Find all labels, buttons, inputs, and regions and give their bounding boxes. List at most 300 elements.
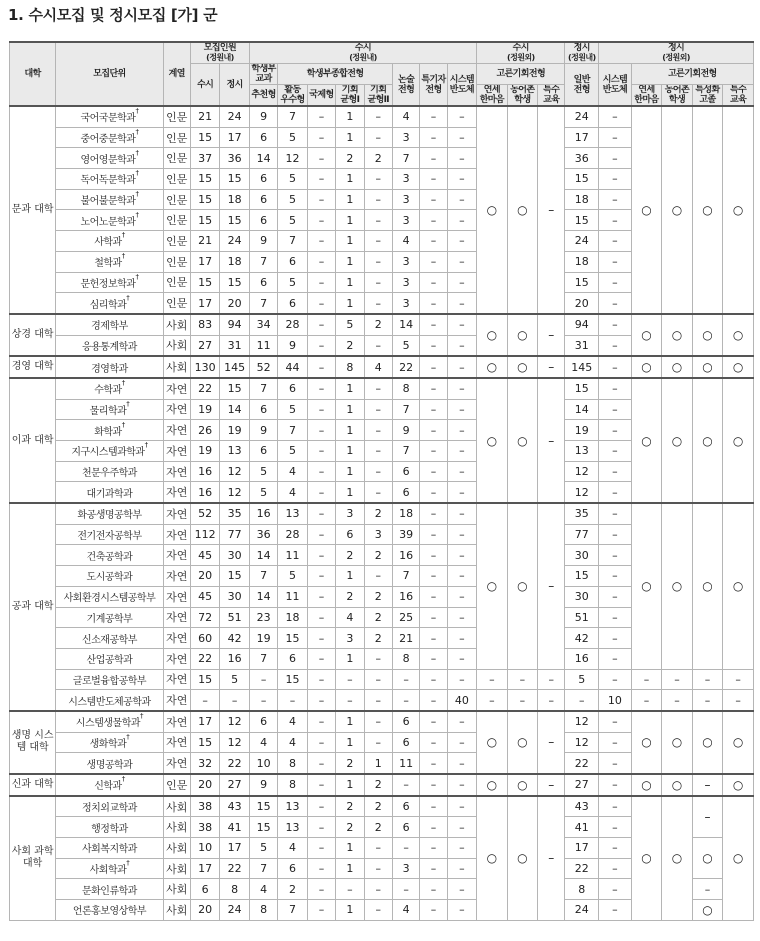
- general-cell: 16: [565, 648, 599, 669]
- value-cell: 36: [220, 148, 249, 169]
- value-cell: 5: [220, 669, 249, 690]
- value-cell: 7: [392, 566, 419, 587]
- susi-equal-opp-cell: ○: [477, 314, 508, 356]
- admissions-table: [9, 41, 754, 921]
- sysbio2-cell: –: [599, 900, 632, 921]
- dagger-mark: †: [135, 148, 139, 157]
- dept-cell: [56, 169, 163, 190]
- value-cell: –: [364, 399, 392, 420]
- dept-name: 수학과: [94, 385, 122, 397]
- value-cell: –: [364, 127, 392, 148]
- value-cell: 14: [220, 399, 249, 420]
- value-cell: –: [307, 272, 335, 293]
- value-cell: –: [420, 796, 447, 817]
- value-cell: 6: [249, 272, 277, 293]
- track-cell: 인문: [163, 293, 190, 314]
- value-cell: –: [364, 461, 392, 482]
- jeongsi-equal-opp-cell: ○: [692, 314, 723, 356]
- track-cell: 자연: [163, 711, 190, 732]
- value-cell: 9: [249, 231, 277, 252]
- value-cell: 11: [249, 335, 277, 356]
- value-cell: –: [538, 690, 565, 711]
- jeongsi-equal-opp-cell: ○: [723, 106, 754, 314]
- sysbio2-cell: –: [599, 545, 632, 566]
- col-quota-jeongsi: 정시: [220, 64, 249, 107]
- value-cell: 2: [364, 628, 392, 649]
- jeongsi-equal-opp-cell: ○: [662, 106, 693, 314]
- value-cell: 1: [336, 420, 364, 441]
- value-cell: –: [392, 669, 419, 690]
- track-cell: 자연: [163, 545, 190, 566]
- value-cell: 15: [220, 169, 249, 190]
- value-cell: –: [249, 669, 277, 690]
- sysbio2-cell: –: [599, 817, 632, 838]
- jeongsi-equal-opp-cell: ○: [662, 711, 693, 774]
- col-susi-out: 수시 (정원외): [477, 42, 565, 64]
- value-cell: 12: [220, 711, 249, 732]
- dept-cell: [56, 586, 163, 607]
- sysbio2-cell: –: [599, 879, 632, 900]
- value-cell: 24: [220, 900, 249, 921]
- table-row: [10, 796, 754, 817]
- value-cell: 23: [249, 607, 277, 628]
- value-cell: 20: [190, 774, 219, 796]
- col-quota: 모집인원 (정원내): [190, 42, 249, 64]
- value-cell: –: [307, 690, 335, 711]
- susi-equal-opp-cell: ○: [477, 503, 508, 669]
- dept-cell: [56, 796, 163, 817]
- value-cell: 7: [392, 399, 419, 420]
- general-cell: 15: [565, 566, 599, 587]
- dept-cell: [56, 669, 163, 690]
- track-cell: 자연: [163, 524, 190, 545]
- value-cell: 6: [392, 461, 419, 482]
- value-cell: –: [447, 441, 476, 462]
- value-cell: –: [420, 566, 447, 587]
- value-cell: 130: [190, 356, 219, 378]
- value-cell: 6: [392, 796, 419, 817]
- value-cell: 2: [336, 148, 364, 169]
- susi-equal-opp-cell: ○: [477, 356, 508, 378]
- value-cell: 60: [190, 628, 219, 649]
- dept-cell: [56, 441, 163, 462]
- value-cell: –: [447, 482, 476, 503]
- general-cell: 18: [565, 251, 599, 272]
- value-cell: 17: [190, 858, 219, 879]
- value-cell: 11: [278, 586, 307, 607]
- dept-cell: [56, 231, 163, 252]
- value-cell: –: [420, 106, 447, 127]
- dagger-mark: †: [144, 441, 148, 450]
- jeongsi-equal-opp-cell: ○: [723, 774, 754, 796]
- dept-name: 정치외교학과: [81, 803, 137, 815]
- value-cell: –: [307, 356, 335, 378]
- col-rural2: 농어촌 학생: [662, 85, 693, 107]
- value-cell: 18: [392, 503, 419, 524]
- value-cell: –: [420, 648, 447, 669]
- value-cell: 2: [364, 148, 392, 169]
- general-cell: 8: [565, 879, 599, 900]
- jeongsi-equal-opp-cell: ○: [662, 314, 693, 356]
- value-cell: 52: [249, 356, 277, 378]
- value-cell: 1: [336, 566, 364, 587]
- sysbio2-cell: –: [599, 251, 632, 272]
- value-cell: 26: [190, 420, 219, 441]
- value-cell: 15: [249, 817, 277, 838]
- college-cell: 생명 시스템 대학: [10, 711, 56, 774]
- value-cell: –: [420, 231, 447, 252]
- value-cell: –: [307, 774, 335, 796]
- value-cell: 15: [190, 127, 219, 148]
- dept-name: 언론홍보영상학부: [72, 906, 147, 918]
- college-cell: 경영 대학: [10, 356, 56, 378]
- general-cell: 31: [565, 335, 599, 356]
- value-cell: 83: [190, 314, 219, 335]
- dept-cell: [56, 251, 163, 272]
- value-cell: 3: [392, 210, 419, 231]
- value-cell: 5: [278, 566, 307, 587]
- value-cell: 8: [249, 900, 277, 921]
- value-cell: –: [447, 838, 476, 859]
- value-cell: 7: [278, 900, 307, 921]
- value-cell: –: [507, 690, 538, 711]
- value-cell: 28: [278, 314, 307, 335]
- value-cell: 2: [336, 586, 364, 607]
- value-cell: 41: [220, 817, 249, 838]
- col-special-edu: 특수 교육: [538, 85, 565, 107]
- dept-name: 국어국문학과: [80, 113, 136, 125]
- value-cell: –: [420, 628, 447, 649]
- dagger-mark: †: [140, 712, 144, 721]
- value-cell: 4: [278, 838, 307, 859]
- susi-equal-opp-cell: ○: [507, 774, 538, 796]
- sysbio2-cell: –: [599, 503, 632, 524]
- value-cell: –: [364, 732, 392, 753]
- value-cell: 27: [190, 335, 219, 356]
- general-cell: 12: [565, 711, 599, 732]
- value-cell: –: [307, 648, 335, 669]
- track-cell: 자연: [163, 503, 190, 524]
- dagger-mark: †: [121, 379, 125, 388]
- value-cell: 145: [220, 356, 249, 378]
- susi-equal-opp-cell: –: [538, 314, 565, 356]
- dept-name: 물리학과: [89, 405, 127, 417]
- general-cell: 19: [565, 420, 599, 441]
- value-cell: 2: [336, 796, 364, 817]
- dept-name: 독어독문학과: [80, 175, 136, 187]
- value-cell: 6: [392, 711, 419, 732]
- table-body: [10, 106, 754, 920]
- dept-cell: [56, 420, 163, 441]
- value-cell: 7: [249, 293, 277, 314]
- value-cell: 2: [364, 314, 392, 335]
- jeongsi-equal-opp-cell: ○: [631, 356, 662, 378]
- value-cell: 2: [364, 607, 392, 628]
- dagger-mark: †: [135, 272, 139, 281]
- specialized-cell: ○: [692, 900, 723, 921]
- susi-equal-opp-cell: ○: [507, 711, 538, 774]
- college-cell: 사회 과학 대학: [10, 796, 56, 921]
- table-row: [10, 711, 754, 732]
- dept-cell: [56, 189, 163, 210]
- track-cell: 자연: [163, 461, 190, 482]
- value-cell: 16: [220, 648, 249, 669]
- value-cell: –: [447, 293, 476, 314]
- general-cell: 43: [565, 796, 599, 817]
- general-cell: –: [565, 690, 599, 711]
- dept-name: 건축공학과: [86, 551, 133, 563]
- value-cell: –: [447, 753, 476, 774]
- value-cell: –: [420, 858, 447, 879]
- general-cell: 12: [565, 482, 599, 503]
- value-cell: 6: [249, 127, 277, 148]
- value-cell: 30: [220, 545, 249, 566]
- value-cell: 3: [364, 524, 392, 545]
- value-cell: 8: [392, 648, 419, 669]
- value-cell: 8: [336, 356, 364, 378]
- track-cell: 인문: [163, 774, 190, 796]
- value-cell: 5: [278, 272, 307, 293]
- value-cell: 6: [190, 879, 219, 900]
- value-cell: 6: [392, 482, 419, 503]
- value-cell: 4: [278, 482, 307, 503]
- value-cell: –: [364, 669, 392, 690]
- value-cell: 9: [249, 106, 277, 127]
- general-cell: 24: [565, 900, 599, 921]
- value-cell: 16: [392, 545, 419, 566]
- col-essay: 논술 전형: [392, 64, 419, 107]
- sysbio2-cell: –: [599, 127, 632, 148]
- jeongsi-equal-opp-cell: ○: [662, 356, 693, 378]
- value-cell: 2: [364, 545, 392, 566]
- sysbio2-cell: –: [599, 711, 632, 732]
- value-cell: 21: [392, 628, 419, 649]
- value-cell: 3: [336, 503, 364, 524]
- value-cell: 1: [336, 127, 364, 148]
- value-cell: 34: [249, 314, 277, 335]
- susi-equal-opp-cell: –: [538, 106, 565, 314]
- susi-equal-opp-cell: –: [538, 796, 565, 921]
- value-cell: –: [364, 272, 392, 293]
- dept-name: 도시공학과: [86, 572, 133, 584]
- value-cell: –: [447, 607, 476, 628]
- value-cell: 4: [278, 711, 307, 732]
- value-cell: 6: [249, 210, 277, 231]
- college-cell: 문과 대학: [10, 106, 56, 314]
- sysbio2-cell: –: [599, 441, 632, 462]
- value-cell: –: [692, 690, 723, 711]
- value-cell: –: [447, 420, 476, 441]
- value-cell: 16: [249, 503, 277, 524]
- sysbio2-cell: –: [599, 106, 632, 127]
- value-cell: 19: [190, 399, 219, 420]
- value-cell: –: [692, 669, 723, 690]
- col-track: 계열: [163, 42, 190, 106]
- value-cell: –: [447, 378, 476, 399]
- sysbio2-cell: –: [599, 231, 632, 252]
- track-cell: 자연: [163, 441, 190, 462]
- value-cell: 7: [278, 106, 307, 127]
- sysbio2-cell: 10: [599, 690, 632, 711]
- value-cell: –: [307, 441, 335, 462]
- jeongsi-equal-opp-cell: ○: [631, 796, 662, 921]
- sysbio2-cell: –: [599, 586, 632, 607]
- page-title: 1. 수시모집 및 정시모집 [가] 군: [8, 6, 218, 24]
- sysbio2-cell: –: [599, 753, 632, 774]
- value-cell: 6: [278, 648, 307, 669]
- value-cell: –: [420, 420, 447, 441]
- value-cell: –: [364, 106, 392, 127]
- value-cell: –: [420, 399, 447, 420]
- value-cell: 1: [336, 189, 364, 210]
- jeongsi-equal-opp-cell: ○: [723, 378, 754, 503]
- general-cell: 20: [565, 293, 599, 314]
- track-cell: 사회: [163, 879, 190, 900]
- value-cell: –: [420, 503, 447, 524]
- value-cell: –: [477, 669, 508, 690]
- value-cell: –: [447, 461, 476, 482]
- track-cell: 자연: [163, 378, 190, 399]
- value-cell: –: [447, 566, 476, 587]
- value-cell: –: [336, 690, 364, 711]
- jeongsi-equal-opp-cell: ○: [662, 503, 693, 669]
- dept-cell: [56, 399, 163, 420]
- value-cell: –: [420, 482, 447, 503]
- dept-name: 경제학부: [91, 321, 128, 333]
- col-susi-in: 수시 (정원내): [249, 42, 476, 64]
- col-yonsei2: 연세 한마음: [631, 85, 662, 107]
- value-cell: 1: [336, 774, 364, 796]
- general-cell: 94: [565, 314, 599, 335]
- value-cell: 1: [336, 711, 364, 732]
- col-yonsei: 연세 한마음: [477, 85, 508, 107]
- susi-equal-opp-cell: ○: [507, 378, 538, 503]
- value-cell: 4: [249, 732, 277, 753]
- col-sysbio: 시스템 반도체: [447, 64, 476, 107]
- general-cell: 5: [565, 669, 599, 690]
- value-cell: –: [447, 503, 476, 524]
- value-cell: 32: [190, 753, 219, 774]
- value-cell: 4: [278, 461, 307, 482]
- table-row: [10, 669, 754, 690]
- value-cell: –: [420, 900, 447, 921]
- value-cell: 21: [190, 106, 219, 127]
- sysbio2-cell: –: [599, 648, 632, 669]
- sysbio2-cell: –: [599, 669, 632, 690]
- table-row: [10, 378, 754, 399]
- value-cell: 2: [336, 545, 364, 566]
- col-rural: 농어촌 학생: [507, 85, 538, 107]
- value-cell: –: [307, 732, 335, 753]
- value-cell: 5: [249, 461, 277, 482]
- value-cell: –: [307, 251, 335, 272]
- value-cell: 3: [392, 127, 419, 148]
- value-cell: –: [420, 774, 447, 796]
- value-cell: –: [364, 879, 392, 900]
- col-specialized: 특성화 고졸: [692, 85, 723, 107]
- value-cell: –: [420, 753, 447, 774]
- dept-cell: [56, 378, 163, 399]
- value-cell: 14: [249, 148, 277, 169]
- value-cell: –: [307, 482, 335, 503]
- dept-name: 응용통계학과: [81, 341, 137, 353]
- col-college: 대학: [10, 42, 56, 106]
- value-cell: –: [364, 858, 392, 879]
- value-cell: 3: [392, 189, 419, 210]
- value-cell: 15: [278, 628, 307, 649]
- general-cell: 24: [565, 231, 599, 252]
- dagger-mark: †: [135, 210, 139, 219]
- value-cell: 2: [364, 774, 392, 796]
- value-cell: 8: [278, 753, 307, 774]
- value-cell: 27: [220, 774, 249, 796]
- value-cell: –: [392, 838, 419, 859]
- value-cell: 45: [190, 586, 219, 607]
- dagger-mark: †: [126, 399, 130, 408]
- susi-equal-opp-cell: ○: [477, 711, 508, 774]
- value-cell: –: [420, 524, 447, 545]
- value-cell: 4: [392, 106, 419, 127]
- general-cell: 14: [565, 399, 599, 420]
- value-cell: 4: [392, 231, 419, 252]
- value-cell: 6: [278, 378, 307, 399]
- value-cell: 15: [220, 566, 249, 587]
- track-cell: 자연: [163, 566, 190, 587]
- dept-name: 시스템생물학과: [75, 718, 141, 730]
- value-cell: 2: [336, 817, 364, 838]
- value-cell: 14: [249, 586, 277, 607]
- value-cell: –: [447, 399, 476, 420]
- value-cell: 12: [278, 148, 307, 169]
- jeongsi-equal-opp-cell: ○: [692, 503, 723, 669]
- value-cell: 6: [278, 858, 307, 879]
- value-cell: 6: [278, 251, 307, 272]
- value-cell: –: [364, 293, 392, 314]
- col-general: 일반 전형: [565, 64, 599, 107]
- value-cell: –: [447, 628, 476, 649]
- value-cell: 1: [364, 753, 392, 774]
- value-cell: 4: [392, 900, 419, 921]
- general-cell: 13: [565, 441, 599, 462]
- value-cell: –: [420, 189, 447, 210]
- general-cell: 15: [565, 169, 599, 190]
- value-cell: 15: [190, 272, 219, 293]
- value-cell: 6: [392, 732, 419, 753]
- value-cell: –: [447, 586, 476, 607]
- susi-equal-opp-cell: –: [538, 378, 565, 503]
- value-cell: –: [420, 732, 447, 753]
- value-cell: –: [307, 399, 335, 420]
- dept-cell: [56, 690, 163, 711]
- dept-cell: [56, 524, 163, 545]
- dept-cell: [56, 148, 163, 169]
- track-cell: 자연: [163, 753, 190, 774]
- track-cell: 사회: [163, 817, 190, 838]
- value-cell: –: [307, 566, 335, 587]
- dept-cell: [56, 127, 163, 148]
- value-cell: –: [307, 461, 335, 482]
- value-cell: 18: [278, 607, 307, 628]
- value-cell: 12: [220, 732, 249, 753]
- dept-name: 불어불문학과: [80, 196, 136, 208]
- value-cell: –: [447, 711, 476, 732]
- track-cell: 자연: [163, 732, 190, 753]
- value-cell: –: [420, 314, 447, 335]
- sysbio2-cell: –: [599, 210, 632, 231]
- value-cell: 1: [336, 293, 364, 314]
- value-cell: 38: [190, 817, 219, 838]
- col-unit: 모집단위: [56, 42, 163, 106]
